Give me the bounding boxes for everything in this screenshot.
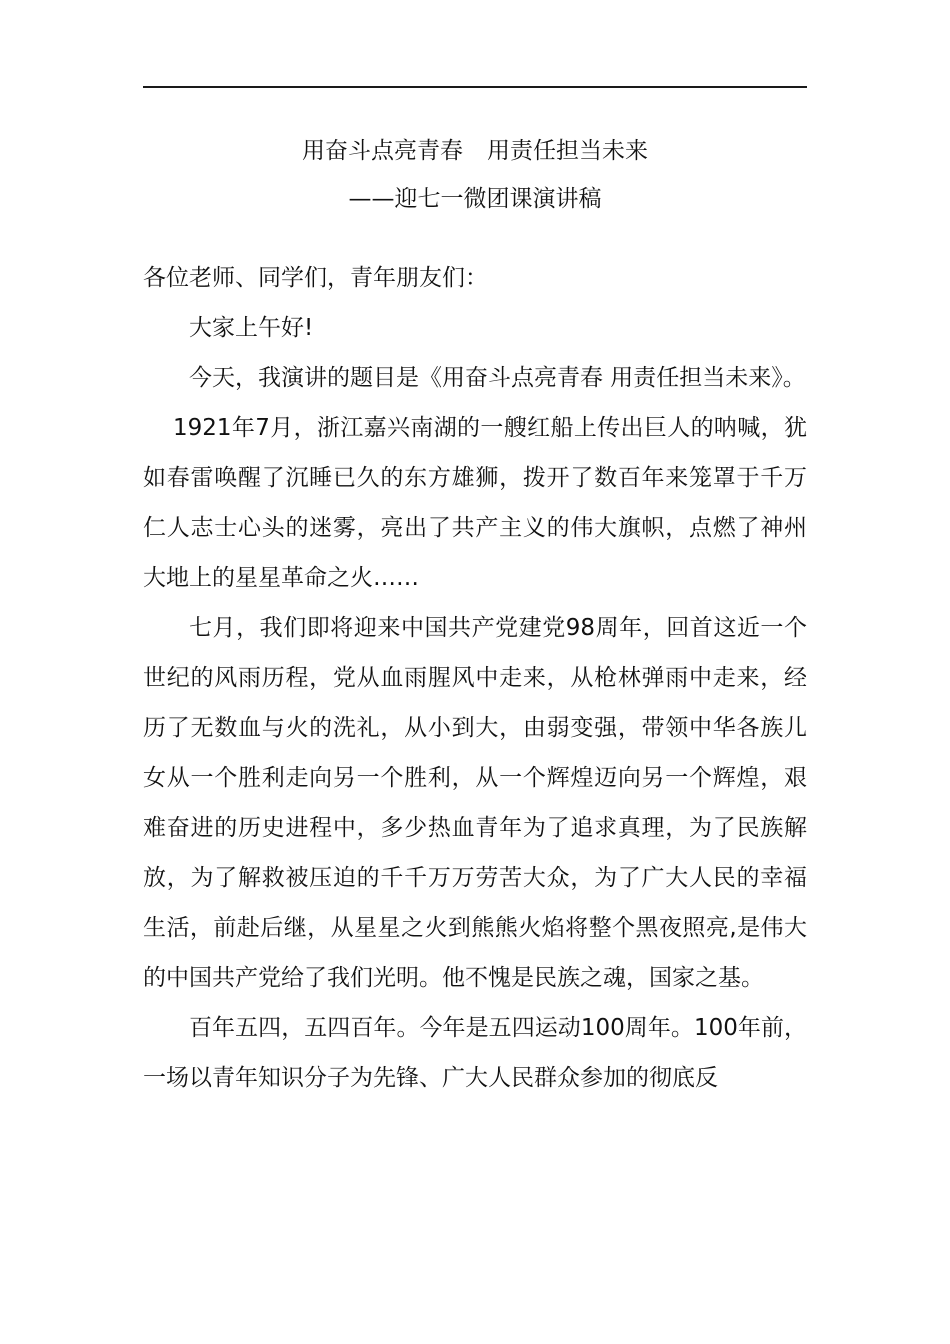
title-part-2: 用责任担当未来	[487, 138, 648, 164]
document-body	[143, 253, 807, 1103]
document-title	[143, 136, 807, 166]
header-rule	[143, 86, 807, 88]
paragraph-topic: 今天，我演讲的题目是《用奋斗点亮青春 用责任担当未来》。	[189, 365, 806, 391]
salutation: 各位老师、同学们，青年朋友们：	[143, 265, 488, 291]
paragraph-may-fourth: 百年五四，五四百年。今年是五四运动100周年。100年前，一场以青年知识分子为先锋、广大人民群众参加的彻底反	[143, 1015, 807, 1091]
paragraph-july: 七月，我们即将迎来中国共产党建党98周年，回首这近一个世纪的风雨历程，党从血雨腥风中走来，从枪林弹雨中走来，经历了无数血与火的洗礼，从小到大，由弱变强，带领中华各族儿女从一个胜利走向另一个胜利，从一个辉煌迈向另一个辉煌，艰难奋进的历史进程中，多少热血青年为了追求真理，为了民族解放，为了解救被压迫的千千万万劳苦大众，为了广大人民的幸福生活，前赴后继，从星星之火到熊熊火焰将整个黑夜照亮,是伟大的中国共产党给了我们光明。他不愧是民族之魂，国家之基。	[143, 615, 807, 991]
paragraph-1921: 1921年7月，浙江嘉兴南湖的一艘红船上传出巨人的呐喊，犹如春雷唤醒了沉睡已久的东方雄狮，拨开了数百年来笼罩于千万仁人志士心头的迷雾，亮出了共产主义的伟大旗帜，点燃了神州大地上的星星革命之火……	[143, 415, 807, 591]
title-part-1: 用奋斗点亮青春	[302, 138, 463, 164]
greeting: 大家上午好!	[189, 315, 314, 341]
document-subtitle: ——迎七一微团课演讲稿	[348, 186, 602, 212]
